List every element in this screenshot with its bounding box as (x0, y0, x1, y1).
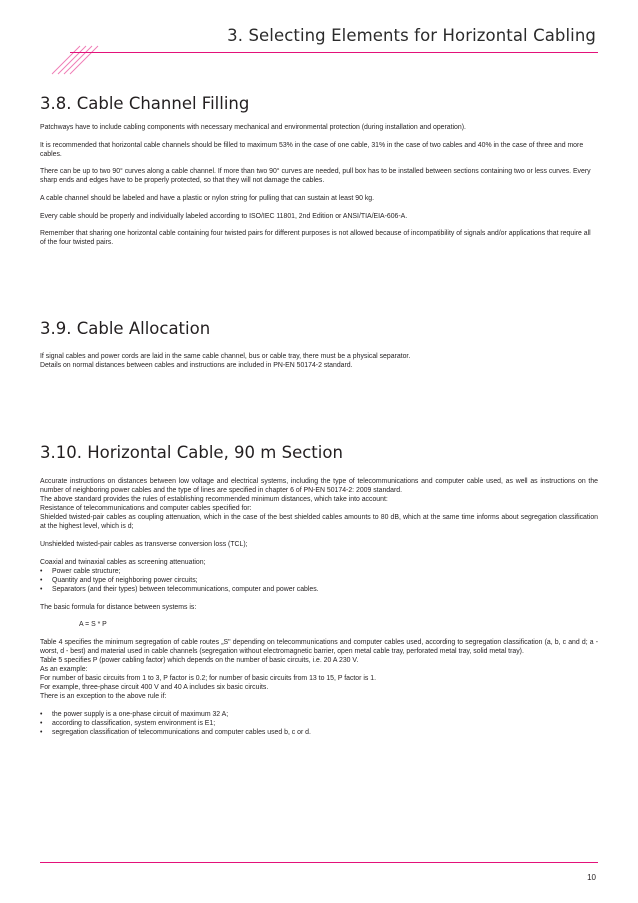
list-item (40, 728, 598, 737)
paragraph: It is recommended that horizontal cable channels should be filled to maximum 53% in the case of one cable, 31% in the case of two cables and 40% in the case of three and more cables. (40, 141, 584, 158)
paragraph-line: Table 5 specifies P (power cabling factor) which depends on the number of basic circuits, i.e. 20 A 230 V. (40, 656, 359, 664)
footer-divider (40, 862, 598, 863)
page-number: 10 (587, 873, 596, 882)
section-body-3-8 (40, 123, 598, 247)
running-header-title: 3. Selecting Elements for Horizontal Cabling (227, 26, 596, 45)
section-heading-3-10: 3.10. Horizontal Cable, 90 m Section (40, 443, 343, 462)
list-item-text: Quantity and type of neighboring power circuits; (52, 576, 198, 584)
paragraph-line: For number of basic circuits from 1 to 3, P factor is 0.2; for number of basic circuits from 13 to 15, P factor is 1. (40, 675, 376, 683)
paragraph: Patchways have to include cabling components with necessary mechanical and environmental protection (during installation and operation). (40, 124, 466, 131)
paragraph: Remember that sharing one horizontal cable containing four twisted pairs for different purposes is not allowed because of incompatibility of signals and/or applications that require all of the four twisted pairs. (40, 230, 591, 247)
list-item-text: according to classification, system environment is E1; (52, 719, 216, 727)
formula: A = S * P (79, 621, 107, 629)
paragraph-line: The above standard provides the rules of establishing recommended minimum distances, which take into account: (40, 496, 388, 504)
section-body-3-9 (40, 352, 598, 370)
list-item-text: the power supply is a one-phase circuit of maximum 32 A; (52, 710, 229, 718)
section-heading-3-9: 3.9. Cable Allocation (40, 319, 211, 338)
section-body-3-10 (40, 477, 598, 737)
list-item (40, 585, 598, 594)
paragraph: Table 4 specifies the minimum segregation of cable routes „S" depending on telecommunications and computer cables used, according to segregation classification (a, b, c and d; a - worst, d - best) and material used in cable channels (segregation without electromagnetic barrier, open metal cable tray, perforated metal tray, solid metal tray). (40, 638, 598, 655)
paragraph-line: Coaxial and twinaxial cables as screening attenuation; (40, 558, 206, 566)
bullet-icon: • (40, 567, 43, 575)
bullet-icon: • (40, 576, 43, 584)
bullet-icon: • (40, 710, 43, 718)
bullet-icon: • (40, 719, 43, 727)
bullet-icon: • (40, 729, 43, 737)
paragraph-line: As an example: (40, 666, 88, 673)
paragraph-line: Resistance of telecommunications and computer cables specified for: (40, 505, 252, 513)
list-item (40, 719, 598, 728)
paragraph: Accurate instructions on distances between low voltage and electrical systems, including the type of telecommunications and computer cable used, as well as instructions on the number of neighboring power cables and the type of lines are specified in chapter 6 of PN-EN 50174-2: 2009 standard. (40, 478, 598, 495)
list-item-text: segregation classification of telecommunications and computer cables used b, c or d. (52, 729, 311, 737)
paragraph-line: For example, three-phase circuit 400 V and 40 A includes six basic circuits. (40, 684, 269, 692)
paragraph: A cable channel should be labeled and have a plastic or nylon string for pulling that can sustain at least 90 kg. (40, 194, 375, 202)
header-divider (70, 52, 598, 53)
paragraph: Shielded twisted-pair cables as coupling attenuation, which in the case of the best shielded cables amounts to 80 dB, which at the same time informs about segregation classification at the highest level, which is d; (40, 514, 598, 531)
list-item (40, 567, 598, 576)
list-item-text: Power cable structure; (52, 567, 121, 575)
bullet-icon: • (40, 585, 43, 593)
paragraph: There can be up to two 90° curves along a cable channel. If more than two 90° curves are needed, pull box has to be installed between sections containing two or less curves. Every sharp ends and edges have to be properly protected, so that they will not damage the cables. (40, 168, 591, 185)
paragraph-line: Details on normal distances between cables and instructions are included in PN-EN 50174-2 standard. (40, 362, 353, 370)
paragraph-line: The basic formula for distance between systems is: (40, 603, 197, 611)
list-item (40, 710, 598, 719)
section-heading-3-8: 3.8. Cable Channel Filling (40, 94, 250, 113)
paragraph: Every cable should be properly and individually labeled according to ISO/IEC 11801, 2nd Edition or ANSI/TIA/EIA-606-A. (40, 212, 408, 220)
paragraph-line: Unshielded twisted-pair cables as transverse conversion loss (TCL); (40, 541, 248, 549)
decorative-stripes-icon (44, 44, 104, 76)
list-item (40, 576, 598, 585)
list-item-text: Separators (and their types) between telecommunications, computer and power cables. (52, 585, 319, 593)
paragraph-line: If signal cables and power cords are laid in the same cable channel, bus or cable tray, there must be a physical separator. (40, 353, 411, 360)
paragraph-line: There is an exception to the above rule if: (40, 693, 167, 701)
